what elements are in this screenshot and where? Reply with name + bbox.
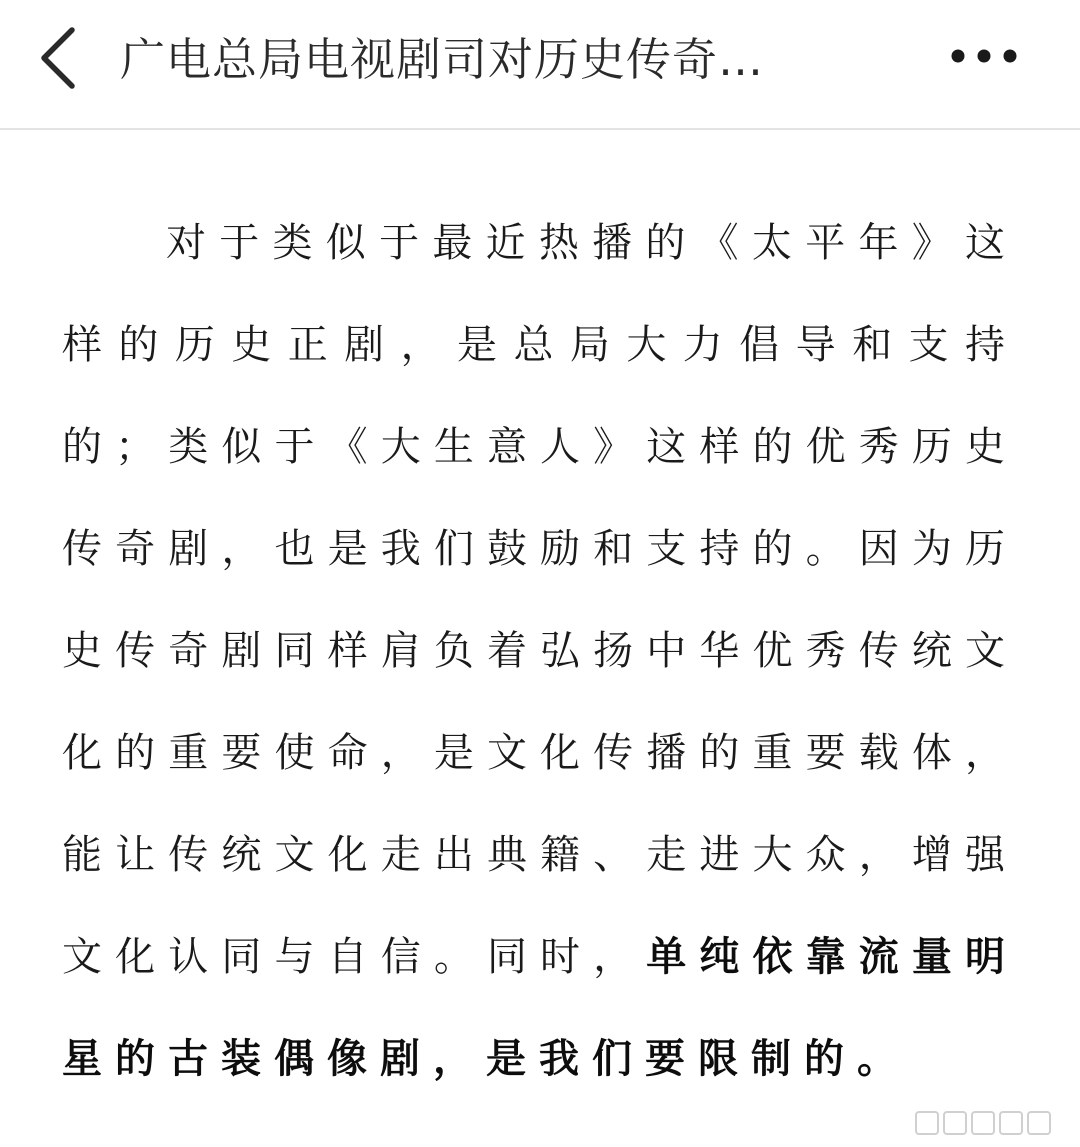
more-options-button[interactable] [944, 34, 1024, 78]
article-text-normal: 对于类似于最近热播的《太平年》这样的历史正剧，是总局大力倡导和支持的；类似于《大生意人》这样的优秀历史传奇剧，也是我们鼓励和支持的。因为历史传奇剧同样肩负着弘扬中华优秀传统文化的重要使命，是文化传播的重要载体，能让传统文化走出典籍、走进大众，增强文化认同与自信。同时， [62, 220, 1018, 980]
article-body [62, 192, 1018, 1097]
article-text-bold: 单纯依靠流量明星的古装偶像剧，是我们要限制的。 [62, 934, 1018, 1082]
more-dots-icon [944, 34, 1024, 78]
article-paragraph [62, 192, 1018, 1097]
page-title: 广电总局电视剧司对历史传奇… [120, 33, 765, 86]
chevron-left-icon [30, 20, 94, 100]
watermark-logo [912, 1106, 1072, 1140]
top-nav-bar [0, 0, 1080, 130]
back-button[interactable] [30, 20, 94, 100]
